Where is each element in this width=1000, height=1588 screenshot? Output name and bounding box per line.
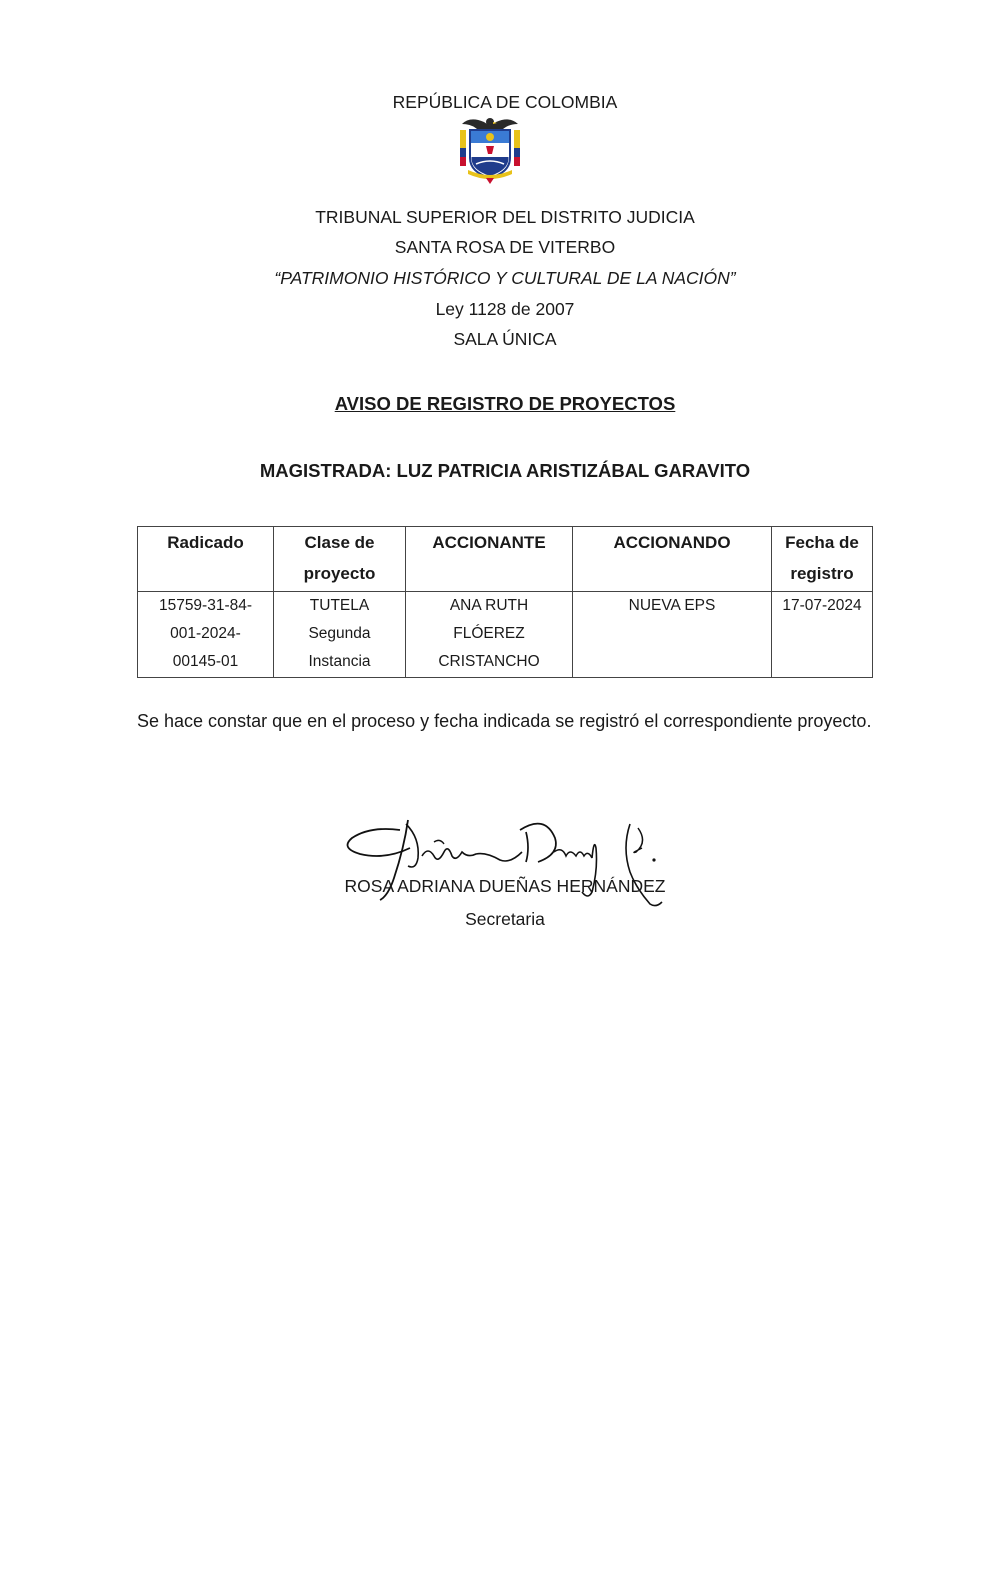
table-row: [138, 592, 873, 678]
table-header-row: [138, 527, 873, 592]
secretary-title: Secretaria: [465, 909, 545, 929]
column-header-clase: Clase de proyecto: [274, 527, 406, 592]
registration-statement: Se hace constar que en el proceso y fecha indicada se registró el correspondiente proyecto.: [137, 711, 872, 731]
chamber-name: SALA ÚNICA: [453, 329, 557, 349]
registry-table: [137, 526, 873, 678]
court-motto: “PATRIMONIO HISTÓRICO Y CULTURAL DE LA NACIÓN”: [274, 268, 736, 288]
cell-fecha: 17-07-2024: [772, 592, 873, 678]
column-header-fecha: Fecha de registro: [772, 527, 873, 592]
notice-title: AVISO DE REGISTRO DE PROYECTOS: [334, 393, 676, 414]
court-name: TRIBUNAL SUPERIOR DEL DISTRITO JUDICIA: [315, 207, 695, 227]
cell-radicado: 15759-31-84- 001-2024- 00145-01: [138, 592, 274, 678]
magistrate-line: MAGISTRADA: LUZ PATRICIA ARISTIZÁBAL GARAVITO: [259, 460, 751, 481]
law-reference: Ley 1128 de 2007: [435, 299, 575, 319]
country-heading: REPÚBLICA DE COLOMBIA: [392, 92, 618, 112]
column-header-accionando: ACCIONANDO: [573, 527, 772, 592]
column-header-accionante: ACCIONANTE: [406, 527, 573, 592]
column-header-radicado: Radicado: [138, 527, 274, 592]
cell-accionante: ANA RUTH FLÓEREZ CRISTANCHO: [406, 592, 573, 678]
cell-accionando: NUEVA EPS: [573, 592, 772, 678]
cell-clase: TUTELA Segunda Instancia: [274, 592, 406, 678]
colombia-coat-of-arms-icon: [456, 114, 524, 184]
secretary-name: ROSA ADRIANA DUEÑAS HERNÁNDEZ: [344, 876, 666, 896]
court-city: SANTA ROSA DE VITERBO: [394, 237, 616, 257]
